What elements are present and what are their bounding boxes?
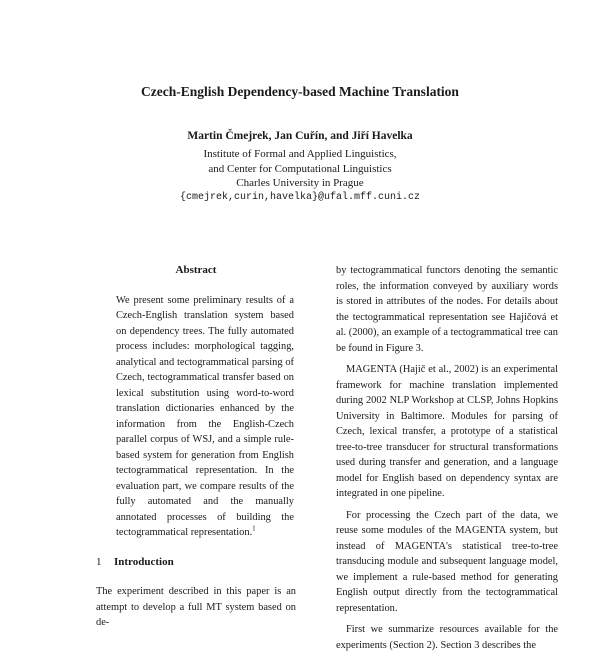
section-heading-introduction [96, 555, 296, 571]
abstract-body: We present some preliminary results of a Czech-English translation system based on dependency trees. The fully automated process includes: morphological tagging, analytical and tectogrammatical parsing of Czech, tectogrammatical transfer based on lexical substitution using word-to-word translation dictionaries enhanced by the information from the English-Czech parallel corpus of WSJ, and a simple rule-based system for generation from English tectogrammatical representation. In the evaluation part, we compare results of the fully automated and the manually annotated processes of building the tectogrammatical representation. [116, 294, 294, 538]
affiliation-block [0, 147, 600, 205]
affiliation-line-1: Institute of Formal and Applied Linguistics, [203, 148, 397, 160]
right-paragraph-2: MAGENTA (Hajič et al., 2002) is an experimental framework for machine translation implemented during 2002 NLP Workshop at CLSP, Johns Hopkins University in Baltimore. Modules for parsing of Czech, lexical transfer, a prototype of a statistical tree-to-tree transducer for structural transformations used during transfer and generation, and a language model for English based on dependency syntax are integrated in one pipeline. [336, 364, 558, 499]
section-title: Introduction [114, 555, 174, 568]
author-email: {cmejrek,curin,havelka}@ufal.mff.cuni.cz [179, 191, 421, 203]
left-column [96, 263, 296, 631]
intro-paragraph: The experiment described in this paper is an attempt to develop a full MT system based on de- [96, 586, 296, 628]
right-paragraph-1: by tectogrammatical functors denoting the semantic roles, the information conveyed by auxiliary words is stored in attributes of the nodes. For details about the tectogrammatical representation see Hajičová et al. (2000), an example of a tectogrammatical tree can be found in Figure 3. [336, 265, 558, 354]
section-number: 1 [96, 555, 102, 568]
footnote-mark: 1 [252, 524, 256, 533]
paper-authors: Martin Čmejrek, Jan Cuřín, and Jiří Havelka [187, 130, 413, 142]
right-paragraph-3: For processing the Czech part of the data, we reuse some modules of the MAGENTA system, but instead of MAGENTA's statistical tree-to-tree transducing module and subsequent language model, we implement a rule-based method for generating English output directly from the tectogrammatical representation. [336, 509, 558, 614]
affiliation-line-3: Charles University in Prague [236, 177, 364, 189]
abstract [116, 293, 294, 541]
affiliation-line-2: and Center for Computational Linguistics [208, 162, 392, 175]
abstract-heading: Abstract [175, 264, 217, 276]
right-paragraph-4: First we summarize resources available for the experiments (Section 2). Section 3 describes the [336, 624, 558, 651]
paper-title: Czech-English Dependency-based Machine Translation [141, 84, 459, 99]
